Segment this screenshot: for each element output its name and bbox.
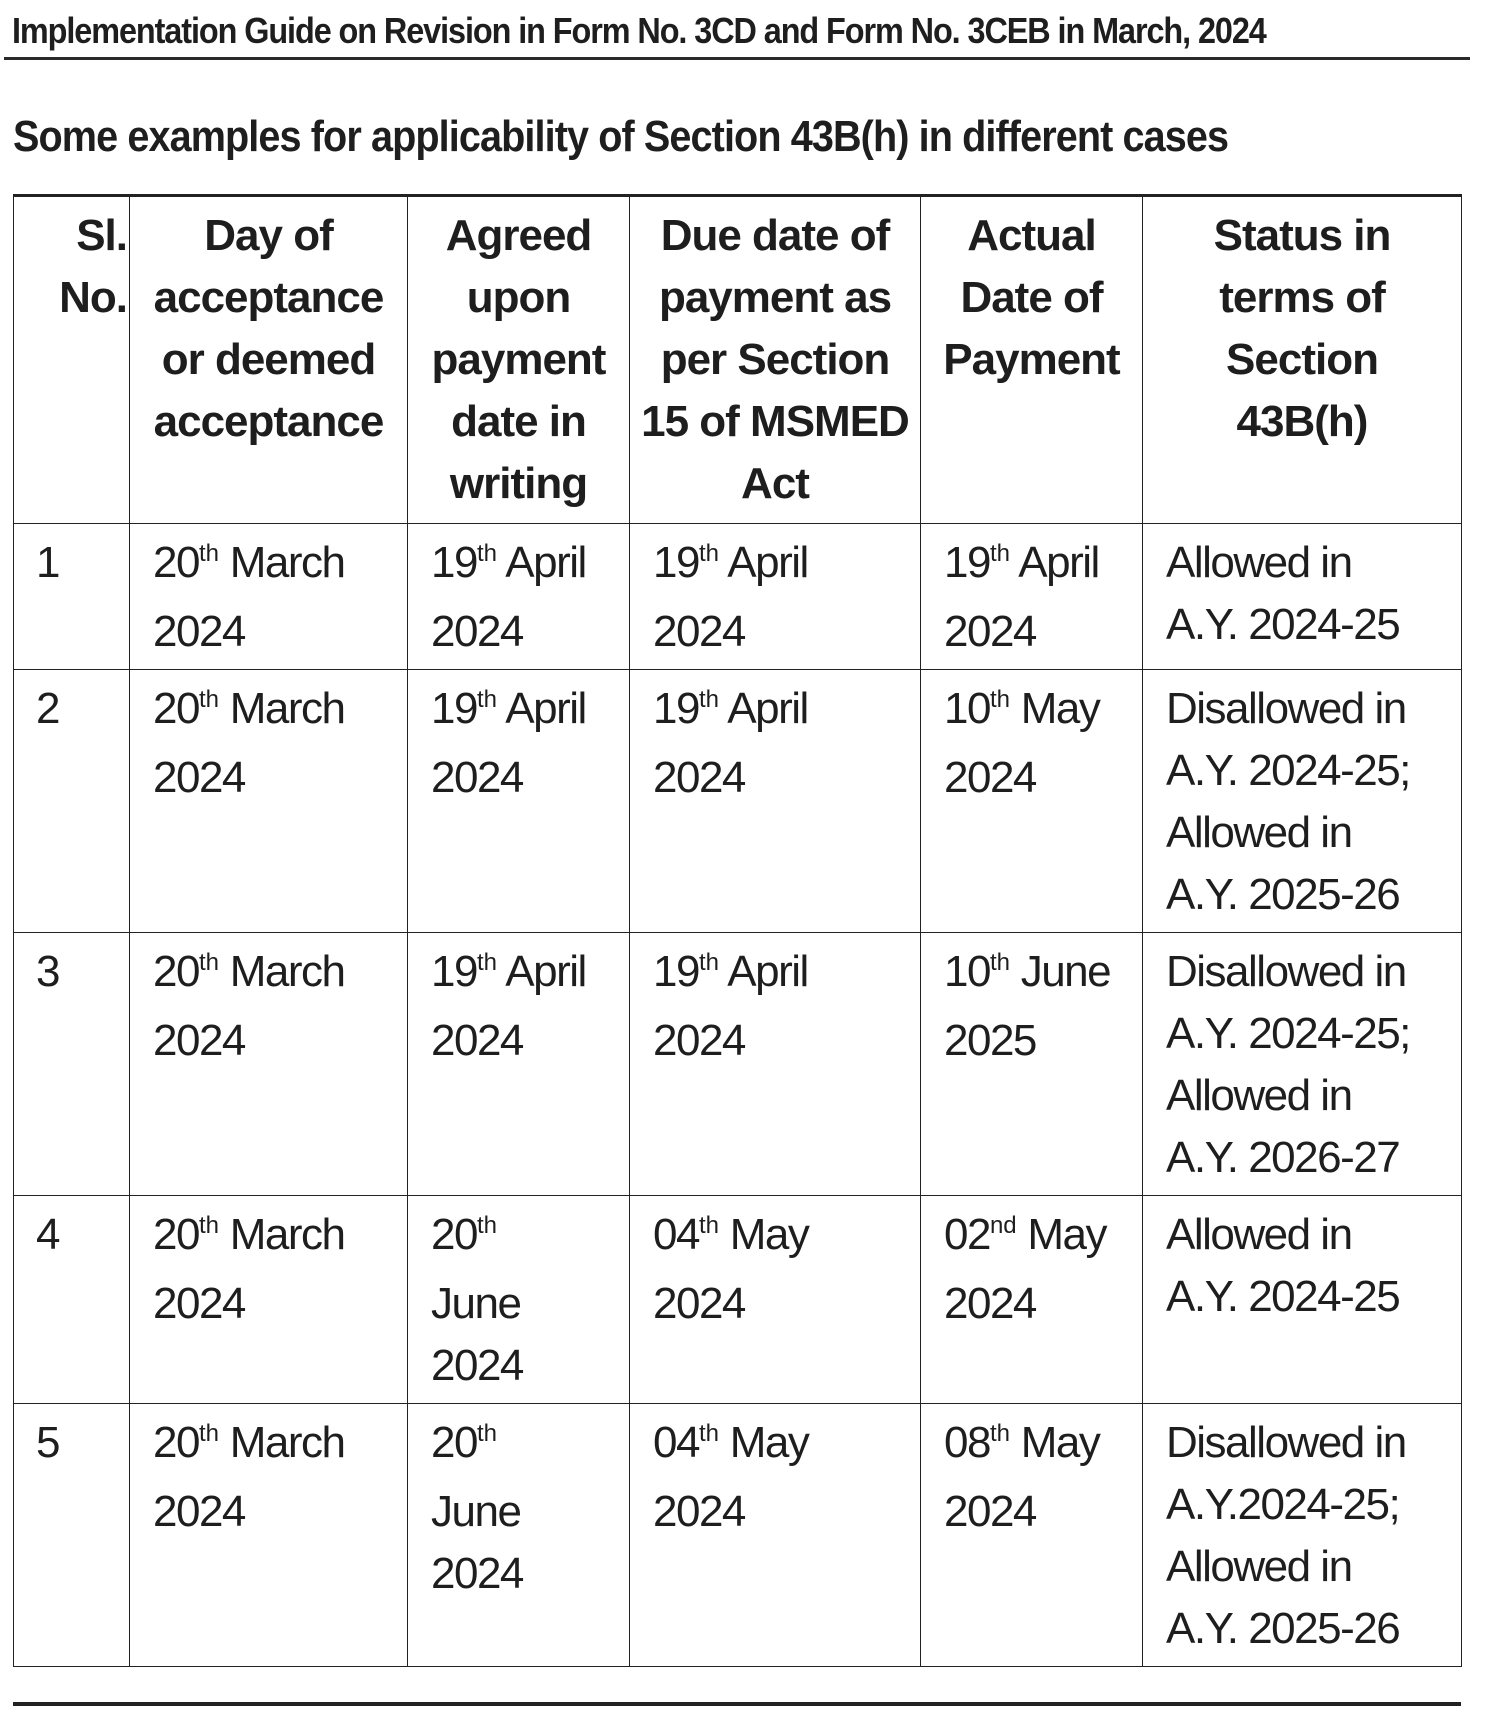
cell-text: Allowed in <box>1166 1210 1352 1259</box>
cell-line <box>944 747 1134 809</box>
cell-text: 2024 <box>944 607 1036 656</box>
cell-text: 08 <box>944 1418 990 1467</box>
ordinal-suffix: th <box>989 540 1010 567</box>
cell-text: Allowed in <box>1166 1071 1352 1120</box>
cell-text: 19 <box>653 947 699 996</box>
cell-due-date-msmed <box>630 1196 921 1404</box>
section-heading: Some examples for applicability of Section 43B(h) in different cases <box>13 112 1229 161</box>
header-line: writing <box>449 459 588 508</box>
cell-line <box>1166 1065 1453 1127</box>
cell-text: A.Y. 2024-25 <box>1166 1272 1400 1321</box>
ordinal-suffix: th <box>476 1420 497 1447</box>
cell-text: 4 <box>36 1210 59 1259</box>
cell-text: March <box>218 1210 345 1259</box>
header-line: payment as <box>658 273 892 322</box>
ordinal-suffix: th <box>198 686 219 713</box>
cell-due-date-msmed <box>630 933 921 1196</box>
cell-text: 2024 <box>944 1279 1036 1328</box>
cell-agreed-payment-date <box>408 933 630 1196</box>
cell-line <box>153 941 399 1010</box>
cell-line <box>431 532 621 601</box>
cell-status-43bh <box>1143 1196 1462 1404</box>
cell-line <box>1166 1474 1453 1536</box>
cell-sl-no <box>14 1196 130 1404</box>
cell-line <box>653 601 912 663</box>
cell-line <box>1166 1266 1453 1328</box>
cell-line <box>653 1204 912 1273</box>
cell-text: 19 <box>653 684 699 733</box>
ordinal-suffix: th <box>989 949 1010 976</box>
cell-line <box>36 1412 121 1474</box>
cell-agreed-payment-date <box>408 670 630 933</box>
cell-text: 20 <box>153 684 199 733</box>
table-row <box>14 1404 1462 1667</box>
cell-text: April <box>496 538 586 587</box>
header-line: Act <box>741 459 809 508</box>
cell-line <box>431 1481 621 1543</box>
cell-line <box>1166 532 1453 594</box>
header-line: acceptance <box>153 397 384 446</box>
cell-actual-payment-date <box>921 1196 1143 1404</box>
cell-acceptance-day <box>130 1196 408 1404</box>
cell-actual-payment-date <box>921 524 1143 670</box>
header-line: Actual <box>967 211 1096 260</box>
cell-line <box>653 678 912 747</box>
cell-line <box>431 678 621 747</box>
header-line: Status in <box>1213 211 1391 260</box>
cell-line <box>1166 594 1453 656</box>
header-line: Due date of <box>660 211 890 260</box>
running-header-title: Implementation Guide on Revision in Form No. 3CD and Form No. 3CEB in March, 2024 <box>12 10 1266 51</box>
cell-line <box>153 601 399 663</box>
ordinal-suffix: th <box>698 540 719 567</box>
cell-text: Allowed in <box>1166 1542 1352 1591</box>
cell-text: June <box>431 1487 521 1536</box>
ordinal-suffix: th <box>698 949 719 976</box>
cell-sl-no <box>14 670 130 933</box>
header-line: payment <box>431 335 606 384</box>
cell-text: Disallowed in <box>1166 1418 1406 1467</box>
cell-text: March <box>218 947 345 996</box>
cell-text: A.Y. 2024-25 <box>1166 600 1400 649</box>
cell-text: 2024 <box>653 1279 745 1328</box>
header-status-43bh <box>1143 196 1462 524</box>
cell-line <box>431 1412 621 1481</box>
cell-text: 2024 <box>431 1549 523 1598</box>
cell-line <box>944 1204 1134 1273</box>
cell-line <box>1166 1127 1453 1189</box>
header-line: Section <box>1226 335 1378 384</box>
cell-agreed-payment-date <box>408 524 630 670</box>
cell-line <box>944 941 1134 1010</box>
cell-line <box>653 941 912 1010</box>
header-line: Payment <box>943 335 1120 384</box>
cell-line <box>944 601 1134 663</box>
cell-text: 19 <box>431 947 477 996</box>
cell-line <box>653 1481 912 1543</box>
cell-text: 2 <box>36 684 59 733</box>
cell-actual-payment-date <box>921 933 1143 1196</box>
header-divider <box>4 57 1470 60</box>
cell-text: May <box>1009 684 1100 733</box>
cell-line <box>1166 802 1453 864</box>
cell-text: 02 <box>944 1210 990 1259</box>
ordinal-suffix: th <box>476 686 497 713</box>
cell-line <box>944 1010 1134 1072</box>
cell-line <box>1166 1598 1453 1660</box>
table-header-row <box>14 196 1462 524</box>
cell-line <box>153 532 399 601</box>
cell-actual-payment-date <box>921 1404 1143 1667</box>
cell-text: April <box>496 947 586 996</box>
header-line: 15 of MSMED <box>641 397 909 446</box>
header-line: terms of <box>1219 273 1385 322</box>
cell-text: 20 <box>153 538 199 587</box>
cell-line <box>153 678 399 747</box>
ordinal-suffix: th <box>989 686 1010 713</box>
header-line: or deemed <box>161 335 376 384</box>
cell-line <box>944 532 1134 601</box>
cell-line <box>1166 1536 1453 1598</box>
table-row <box>14 1196 1462 1404</box>
cell-line <box>1166 678 1453 740</box>
cell-line <box>653 1412 912 1481</box>
cell-text: April <box>1009 538 1099 587</box>
cell-text: April <box>718 684 808 733</box>
table-row <box>14 670 1462 933</box>
cell-line <box>153 1481 399 1543</box>
header-line: per Section <box>660 335 890 384</box>
cell-text: 10 <box>944 947 990 996</box>
cell-status-43bh <box>1143 524 1462 670</box>
cell-line <box>653 1273 912 1335</box>
ordinal-suffix: th <box>476 540 497 567</box>
cell-agreed-payment-date <box>408 1196 630 1404</box>
header-due-date-msmed <box>630 196 921 524</box>
cell-line <box>153 747 399 809</box>
ordinal-suffix: th <box>198 540 219 567</box>
ordinal-suffix: th <box>198 1420 219 1447</box>
cell-acceptance-day <box>130 1404 408 1667</box>
cell-text: 5 <box>36 1418 59 1467</box>
header-sl-no <box>14 196 130 524</box>
cell-text: A.Y. 2026-27 <box>1166 1133 1400 1182</box>
cell-line <box>944 678 1134 747</box>
cell-line <box>431 1273 621 1335</box>
header-line: acceptance <box>153 273 384 322</box>
cell-sl-no <box>14 524 130 670</box>
cell-text: March <box>218 684 345 733</box>
cell-line <box>431 747 621 809</box>
cell-line <box>653 532 912 601</box>
header-line: Sl. <box>76 211 127 260</box>
cell-line <box>431 1204 621 1273</box>
cell-status-43bh <box>1143 670 1462 933</box>
cell-line <box>153 1273 399 1335</box>
cell-text: Allowed in <box>1166 808 1352 857</box>
ordinal-suffix: th <box>989 1420 1010 1447</box>
cell-text: April <box>718 538 808 587</box>
cell-text: June <box>1009 947 1111 996</box>
cell-text: 2024 <box>153 753 245 802</box>
cell-text: A.Y. 2025-26 <box>1166 1604 1400 1653</box>
cell-text: April <box>718 947 808 996</box>
cell-text: June <box>431 1279 521 1328</box>
cell-line <box>1166 1412 1453 1474</box>
cell-text: 2024 <box>653 753 745 802</box>
cell-due-date-msmed <box>630 524 921 670</box>
cell-text: 19 <box>653 538 699 587</box>
cell-line <box>1166 941 1453 1003</box>
cell-acceptance-day <box>130 524 408 670</box>
cell-text: May <box>1016 1210 1107 1259</box>
cell-line <box>1166 1204 1453 1266</box>
cell-text: 19 <box>944 538 990 587</box>
cell-sl-no <box>14 933 130 1196</box>
cell-text: 2024 <box>153 1279 245 1328</box>
cell-text: 1 <box>36 538 59 587</box>
table-row <box>14 524 1462 670</box>
cell-line <box>944 1273 1134 1335</box>
ordinal-suffix: th <box>698 1420 719 1447</box>
cell-text: 20 <box>431 1418 477 1467</box>
cell-line <box>431 1543 621 1605</box>
cell-status-43bh <box>1143 933 1462 1196</box>
cell-text: 20 <box>153 947 199 996</box>
header-line: 43B(h) <box>1236 397 1368 446</box>
ordinal-suffix: th <box>698 1212 719 1239</box>
cell-text: 19 <box>431 538 477 587</box>
cell-text: 04 <box>653 1418 699 1467</box>
ordinal-suffix: th <box>698 686 719 713</box>
cell-line <box>153 1412 399 1481</box>
table-bottom-border <box>13 1702 1461 1706</box>
cell-text: 2024 <box>431 1016 523 1065</box>
cell-line <box>431 601 621 663</box>
cell-text: 2025 <box>944 1016 1036 1065</box>
cell-line <box>36 1204 121 1266</box>
cell-text: 2024 <box>153 1016 245 1065</box>
cell-due-date-msmed <box>630 670 921 933</box>
cell-line <box>1166 864 1453 926</box>
ordinal-suffix: th <box>476 949 497 976</box>
cell-text: 2024 <box>153 1487 245 1536</box>
cell-text: Disallowed in <box>1166 947 1406 996</box>
cell-acceptance-day <box>130 670 408 933</box>
cell-text: 2024 <box>431 607 523 656</box>
cell-text: 2024 <box>944 1487 1036 1536</box>
cell-acceptance-day <box>130 933 408 1196</box>
cell-due-date-msmed <box>630 1404 921 1667</box>
cell-text: 20 <box>153 1210 199 1259</box>
header-line: date in <box>451 397 586 446</box>
cell-status-43bh <box>1143 1404 1462 1667</box>
cell-text: 04 <box>653 1210 699 1259</box>
cell-actual-payment-date <box>921 670 1143 933</box>
cell-line <box>36 678 121 740</box>
cell-line <box>944 1481 1134 1543</box>
header-actual-payment-date <box>921 196 1143 524</box>
cell-text: 3 <box>36 947 59 996</box>
header-acceptance-day <box>130 196 408 524</box>
cell-line <box>431 1335 621 1397</box>
cell-text: 2024 <box>653 1016 745 1065</box>
cell-line <box>653 747 912 809</box>
examples-table <box>13 194 1462 1667</box>
ordinal-suffix: th <box>476 1212 497 1239</box>
header-line: Date of <box>960 273 1103 322</box>
cell-text: May <box>718 1418 809 1467</box>
cell-text: A.Y. 2025-26 <box>1166 870 1400 919</box>
table-row <box>14 933 1462 1196</box>
cell-text: May <box>1009 1418 1100 1467</box>
ordinal-suffix: th <box>198 949 219 976</box>
cell-text: Allowed in <box>1166 538 1352 587</box>
cell-text: 2024 <box>653 607 745 656</box>
cell-line <box>944 1412 1134 1481</box>
cell-line <box>431 1010 621 1072</box>
cell-line <box>36 532 121 594</box>
header-line: Day of <box>204 211 333 260</box>
cell-line <box>1166 740 1453 802</box>
cell-text: 2024 <box>431 1341 523 1390</box>
cell-text: April <box>496 684 586 733</box>
cell-text: 19 <box>431 684 477 733</box>
cell-line <box>653 1010 912 1072</box>
cell-text: 20 <box>431 1210 477 1259</box>
cell-text: A.Y.2024-25; <box>1166 1480 1400 1529</box>
cell-line <box>1166 1003 1453 1065</box>
cell-line <box>431 941 621 1010</box>
cell-line <box>153 1204 399 1273</box>
cell-text: A.Y. 2024-25; <box>1166 746 1410 795</box>
ordinal-suffix: nd <box>989 1212 1017 1239</box>
header-agreed-payment-date <box>408 196 630 524</box>
cell-text: 2024 <box>153 607 245 656</box>
cell-text: 2024 <box>653 1487 745 1536</box>
cell-line <box>153 1010 399 1072</box>
cell-text: 10 <box>944 684 990 733</box>
header-line: Agreed <box>445 211 592 260</box>
cell-text: March <box>218 1418 345 1467</box>
cell-text: 2024 <box>944 753 1036 802</box>
cell-text: March <box>218 538 345 587</box>
header-line: upon <box>466 273 571 322</box>
cell-agreed-payment-date <box>408 1404 630 1667</box>
cell-text: A.Y. 2024-25; <box>1166 1009 1410 1058</box>
cell-text: May <box>718 1210 809 1259</box>
cell-line <box>36 941 121 1003</box>
header-line: No. <box>59 273 127 322</box>
cell-sl-no <box>14 1404 130 1667</box>
cell-text: 20 <box>153 1418 199 1467</box>
ordinal-suffix: th <box>198 1212 219 1239</box>
cell-text: Disallowed in <box>1166 684 1406 733</box>
cell-text: 2024 <box>431 753 523 802</box>
